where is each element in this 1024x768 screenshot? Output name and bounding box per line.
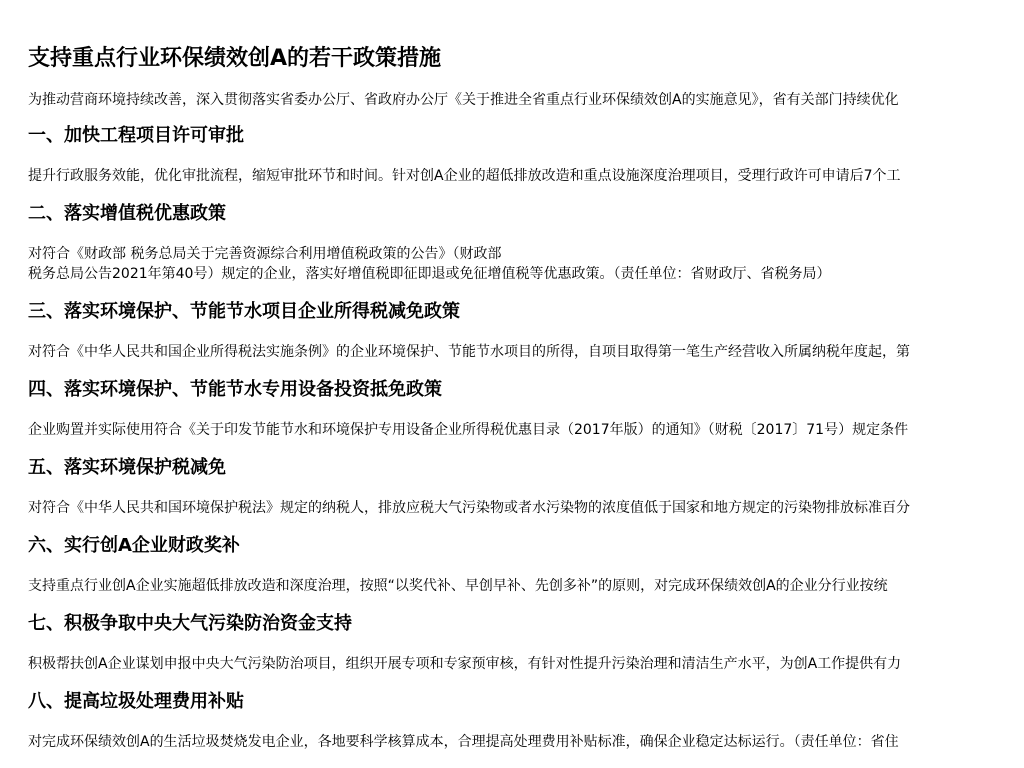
section-8 bbox=[28, 688, 1024, 752]
section-3 bbox=[28, 298, 1024, 362]
section-heading: 二、落实增值税优惠政策 bbox=[28, 203, 226, 224]
section-heading: 一、加快工程项目许可审批 bbox=[28, 125, 244, 146]
section-body bbox=[28, 244, 1018, 284]
section-heading: 三、落实环境保护、节能节水项目企业所得税减免政策 bbox=[28, 301, 460, 322]
section-body: 积极帮扶创A企业谋划申报中央大气污染防治项目，组织开展专项和专家预审核，有针对性提升污染治理和清洁生产水平，为创A工作提供有力 bbox=[28, 656, 902, 672]
section-heading: 八、提高垃圾处理费用补贴 bbox=[28, 691, 244, 712]
section-5 bbox=[28, 454, 1024, 518]
section-body: 对完成环保绩效创A的生活垃圾焚烧发电企业，各地要科学核算成本，合理提高处理费用补贴标准，确保企业稳定达标运行。（责任单位：省住 bbox=[28, 734, 899, 750]
section-body: 提升行政服务效能，优化审批流程，缩短审批环节和时间。针对创A企业的超低排放改造和重点设施深度治理项目，受理行政许可申请后7个工 bbox=[28, 168, 901, 184]
section-6 bbox=[28, 532, 1024, 596]
section-body: 企业购置并实际使用符合《关于印发节能节水和环境保护专用设备企业所得税优惠目录（2017年版）的通知》（财税〔2017〕71号）规定条件 bbox=[28, 422, 909, 438]
section-body: 对符合《中华人民共和国环境保护税法》规定的纳税人，排放应税大气污染物或者水污染物的浓度值低于国家和地方规定的污染物排放标准百分 bbox=[28, 500, 910, 516]
section-heading: 七、积极争取中央大气污染防治资金支持 bbox=[28, 613, 352, 634]
section-7 bbox=[28, 610, 1024, 674]
section-body-line: 对符合《财政部 税务总局关于完善资源综合利用增值税政策的公告》（财政部 bbox=[28, 246, 502, 262]
page-title: 支持重点行业环保绩效创A的若干政策措施 bbox=[28, 46, 442, 71]
section-1 bbox=[28, 122, 1024, 186]
section-heading: 五、落实环境保护税减免 bbox=[28, 457, 226, 478]
section-body: 支持重点行业创A企业实施超低排放改造和深度治理，按照“以奖代补、早创早补、先创多补”的原则，对完成环保绩效创A的企业分行业按统 bbox=[28, 578, 888, 594]
section-body-line: 税务总局公告2021年第40号）规定的企业，落实好增值税即征即退或免征增值税等优惠政策。（责任单位：省财政厅、省税务局） bbox=[28, 266, 831, 282]
section-4 bbox=[28, 376, 1024, 440]
section-heading: 四、落实环境保护、节能节水专用设备投资抵免政策 bbox=[28, 379, 442, 400]
section-heading: 六、实行创A企业财政奖补 bbox=[28, 535, 240, 556]
section-2 bbox=[28, 200, 1024, 284]
section-body: 对符合《中华人民共和国企业所得税法实施条例》的企业环境保护、节能节水项目的所得，自项目取得第一笔生产经营收入所属纳税年度起，第 bbox=[28, 344, 910, 360]
intro-paragraph: 为推动营商环境持续改善，深入贯彻落实省委办公厅、省政府办公厅《关于推进全省重点行业环保绩效创A的实施意见》，省有关部门持续优化 bbox=[28, 92, 899, 108]
